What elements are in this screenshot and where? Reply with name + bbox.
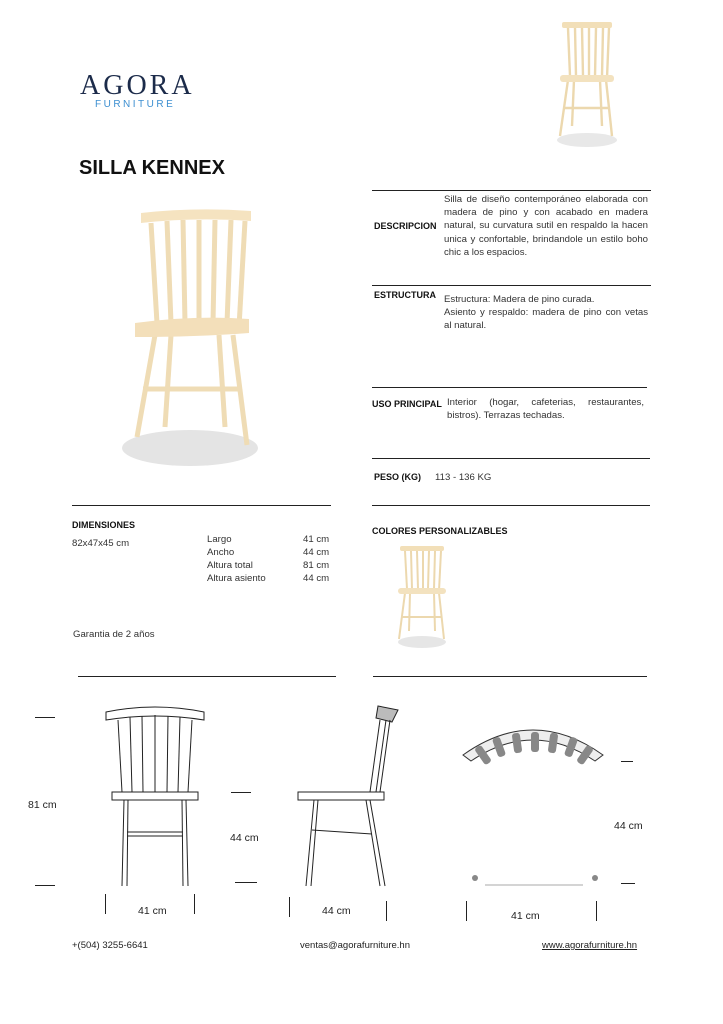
divider [373, 676, 647, 677]
footer-website-link[interactable]: www.agorafurniture.hn [542, 940, 638, 951]
height-total-label: 81 cm [28, 799, 57, 811]
descripcion-label: DESCRIPCION [374, 221, 437, 231]
estructura-line2: Asiento y respaldo: madera de pino con vetas al natural. [444, 307, 648, 332]
dimension-tick [466, 901, 467, 921]
brand-logo-name: AGORA [80, 70, 195, 101]
dimension-tick [621, 883, 635, 884]
estructura-label: ESTRUCTURA [374, 290, 436, 300]
dimension-tick [289, 897, 290, 917]
dimensiones-label: DIMENSIONES [72, 520, 136, 530]
dimension-tick [621, 761, 633, 762]
peso-value: 113 - 136 KG [435, 472, 492, 483]
dimension-tick [35, 717, 55, 718]
dim-row-altura-asiento-name: Altura asiento [207, 573, 266, 584]
uso-label: USO PRINCIPAL [372, 399, 442, 409]
top-width-label: 41 cm [511, 910, 540, 922]
descripcion-text: Silla de diseño contemporáneo elaborada con madera de pino y con acabado en madera natural, su curvatura sutil en respaldo la hacen unica y confortable, brindandole un estilo boho chic a los espacios. [444, 194, 648, 258]
product-title: SILLA KENNEX [79, 157, 225, 179]
dimension-tick [194, 894, 195, 914]
chair-side-drawing [292, 700, 402, 890]
dim-row-largo-value: 41 cm [303, 534, 330, 545]
uso-text: Interior (hogar, cafeterias, restaurantes, bistros). Terrazas techadas. [447, 397, 644, 422]
dim-row-altura-total-value: 81 cm [303, 560, 330, 571]
chair-top-drawing [455, 715, 610, 895]
dim-row-ancho-name: Ancho [207, 547, 235, 558]
peso-label: PESO (KG) [374, 472, 422, 482]
divider [372, 190, 651, 191]
divider [372, 458, 650, 459]
chair-thumbnail-top [548, 18, 626, 156]
divider [72, 505, 331, 506]
divider [372, 285, 651, 286]
dimension-tick [235, 882, 257, 883]
dimension-tick [105, 894, 106, 914]
dimensiones-summary: 82x47x45 cm [72, 538, 130, 549]
divider [372, 505, 650, 506]
seat-height-label: 44 cm [230, 832, 259, 844]
side-width-label: 44 cm [322, 905, 351, 917]
brand-logo-subtitle: FURNITURE [95, 99, 176, 110]
footer-phone: +(504) 3255-6641 [72, 940, 148, 951]
dimension-tick [596, 901, 597, 921]
footer-email[interactable]: ventas@agorafurniture.hn [300, 940, 410, 951]
front-width-label: 41 cm [138, 905, 167, 917]
divider [372, 387, 647, 388]
chair-front-drawing [100, 700, 210, 890]
chair-main-image [115, 205, 275, 473]
top-depth-label: 44 cm [614, 820, 643, 832]
estructura-line1: Estructura: Madera de pino curada. [444, 294, 595, 305]
dimension-tick [35, 885, 55, 886]
dim-row-altura-asiento-value: 44 cm [303, 573, 330, 584]
dim-row-ancho-value: 44 cm [303, 547, 330, 558]
dim-row-altura-total-name: Altura total [207, 560, 253, 571]
dim-row-largo-name: Largo [207, 534, 232, 545]
warranty-text: Garantia de 2 años [73, 629, 155, 640]
colores-label: COLORES PERSONALIZABLES [372, 526, 508, 536]
dimension-tick [386, 901, 387, 921]
dimension-tick [231, 792, 251, 793]
chair-color-sample [392, 543, 452, 651]
divider [78, 676, 336, 677]
